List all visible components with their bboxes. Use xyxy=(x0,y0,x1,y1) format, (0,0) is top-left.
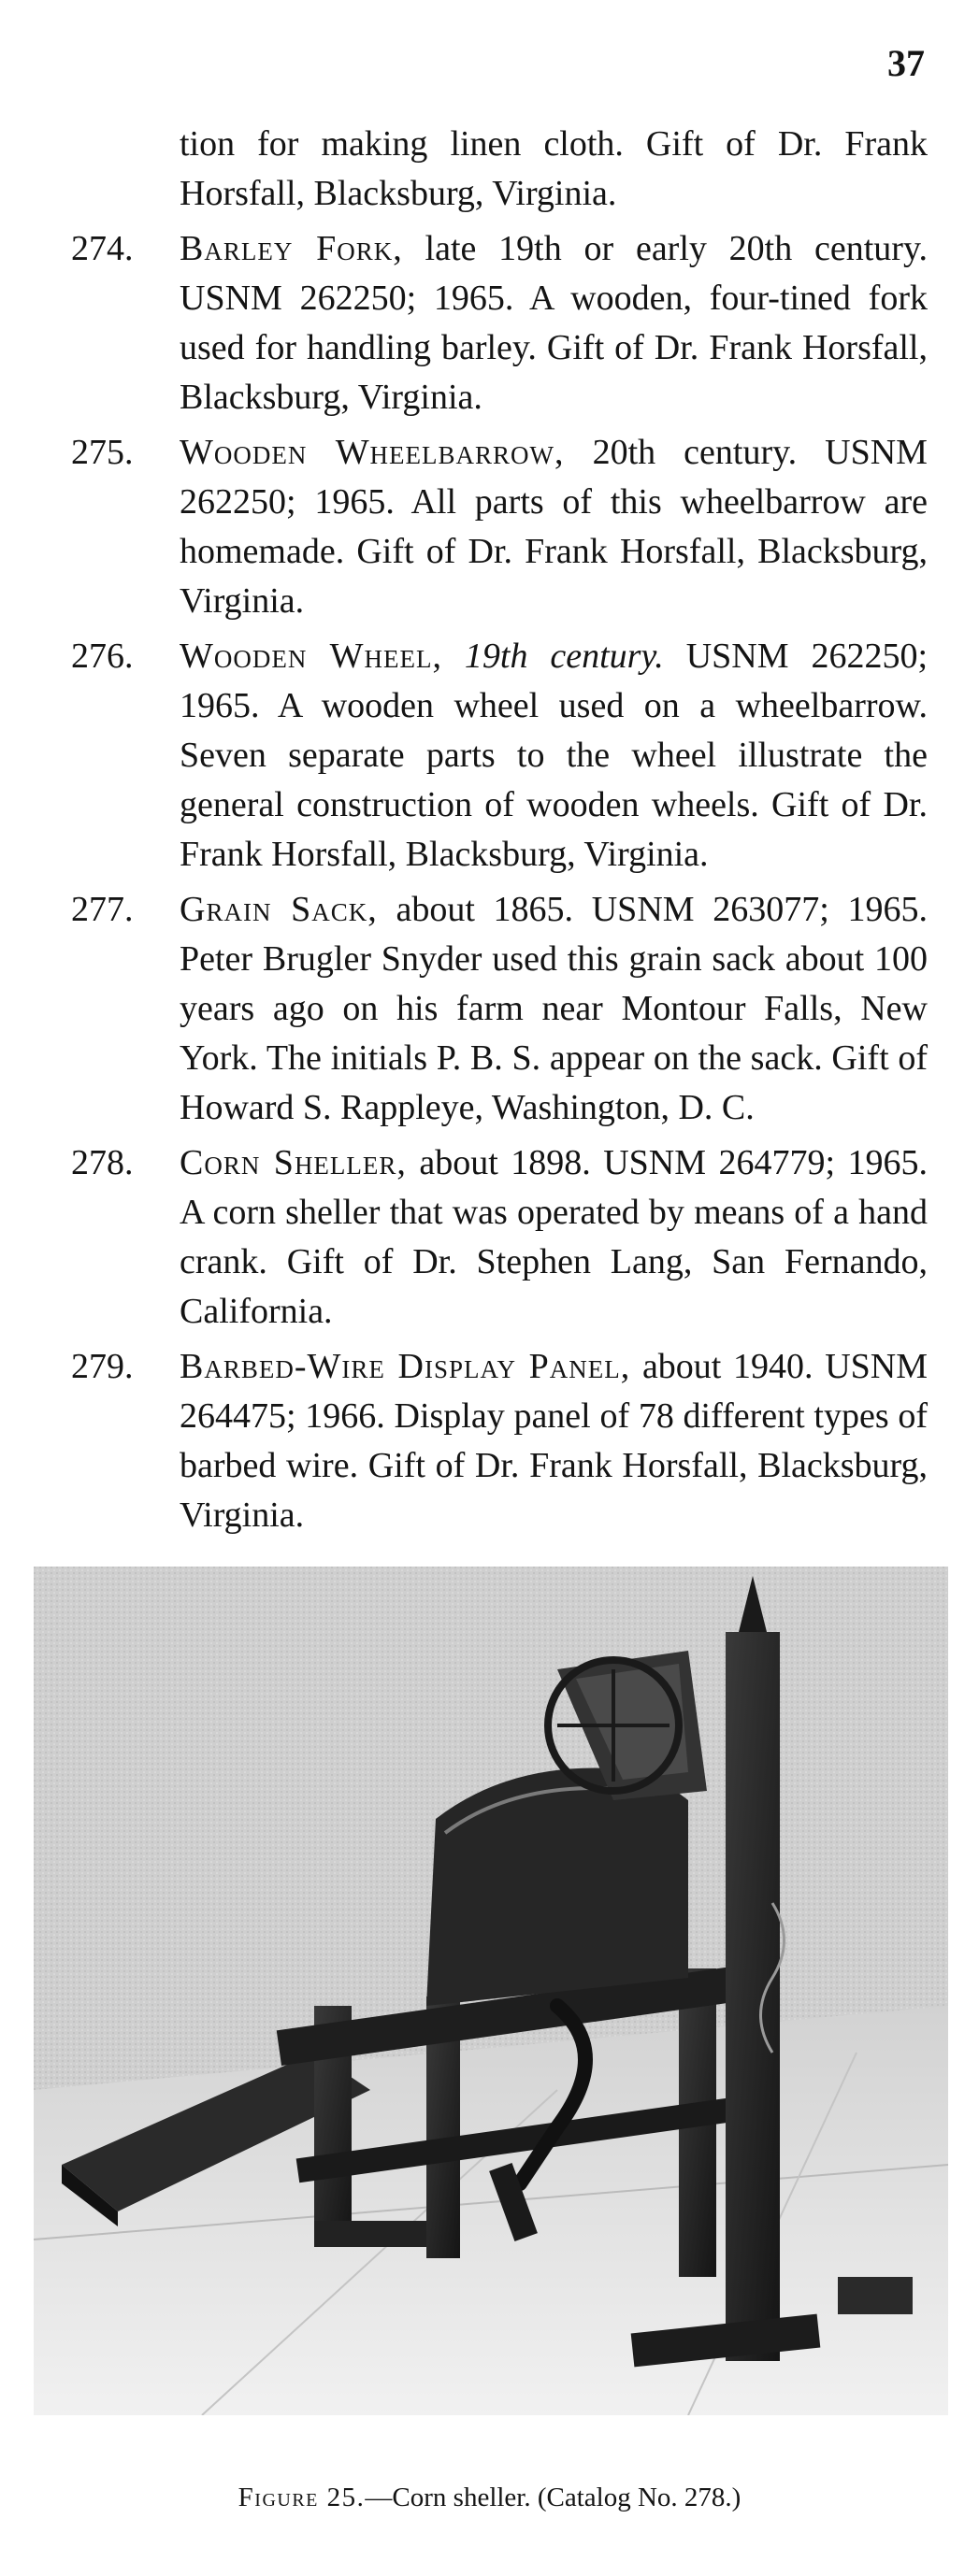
catalog-entries xyxy=(71,120,928,1546)
entry-title: Grain Sack, xyxy=(180,890,378,929)
entry-body: USNM 263077; 1965. Peter Brugler Snyder used this grain sack about 100 years ago on his farm near Montour Falls, New York. The initials P. B. S. appear on the sack. Gift of Howard S. Rappleye, Washington, D. C. xyxy=(180,890,928,1127)
entry-date: about 1898. xyxy=(406,1143,591,1182)
entry-body: USNM 262250; 1965. A wooden wheel used on a wheelbarrow. Seven separate parts to the wheel illustrate the general construction of wooden wheels. Gift of Dr. Frank Horsfall, Blacksburg, Virginia. xyxy=(180,637,928,874)
entry-date: late 19th or early 20th century. xyxy=(402,229,928,268)
corn-sheller-photo xyxy=(34,1567,948,2415)
continuation-text: tion for making linen cloth. Gift of Dr. Frank Horsfall, Blacksburg, Virginia. xyxy=(180,124,928,213)
continuation-paragraph xyxy=(71,120,928,219)
entry-number: 276. xyxy=(71,637,134,676)
entry-number: 277. xyxy=(71,890,134,929)
page-number: 37 xyxy=(887,42,925,84)
catalog-entry-278 xyxy=(71,1138,928,1337)
entry-title: Wooden Wheel, xyxy=(180,637,442,676)
entry-date: about 1865. xyxy=(377,890,574,929)
entry-body: USNM 264475; 1966. Display panel of 78 different types of barbed wire. Gift of Dr. Frank Horsfall, Blacksburg, Virginia. xyxy=(180,1347,928,1535)
catalog-entry-279 xyxy=(71,1342,928,1540)
entry-title: Barley Fork, xyxy=(180,229,403,268)
entry-date: about 1940. xyxy=(630,1347,813,1386)
entry-number: 274. xyxy=(71,229,134,268)
entry-title: Corn Sheller, xyxy=(180,1143,407,1182)
corn-sheller-illustration xyxy=(34,1567,948,2415)
entry-body: USNM 262250; 1965. A wooden, four-tined fork used for handling barley. Gift of Dr. Frank Horsfall, Blacksburg, Virginia. xyxy=(180,279,928,417)
entry-title: Barbed-Wire Display Panel, xyxy=(180,1347,631,1386)
figure-caption xyxy=(0,2483,979,2513)
catalog-entry-277 xyxy=(71,885,928,1133)
figure-label: Figure 25. xyxy=(238,2483,366,2512)
entry-title: Wooden Wheelbarrow, xyxy=(180,433,565,472)
figure-caption-text: —Corn sheller. (Catalog No. 278.) xyxy=(365,2483,741,2512)
entry-body: USNM 262250; 1965. All parts of this wheelbarrow are homemade. Gift of Dr. Frank Horsfall, Blacksburg, Virginia. xyxy=(180,433,928,621)
entry-number: 279. xyxy=(71,1347,134,1386)
entry-body: USNM 264779; 1965. A corn sheller that was operated by means of a hand crank. Gift of Dr. Stephen Lang, San Fernando, California. xyxy=(180,1143,928,1331)
catalog-entry-274 xyxy=(71,224,928,422)
catalog-entry-276 xyxy=(71,632,928,880)
catalog-entry-275 xyxy=(71,428,928,626)
entry-date: 20th century. xyxy=(564,433,798,472)
entry-number: 275. xyxy=(71,433,134,472)
entry-number: 278. xyxy=(71,1143,134,1182)
entry-date: 19th century. xyxy=(441,637,664,676)
